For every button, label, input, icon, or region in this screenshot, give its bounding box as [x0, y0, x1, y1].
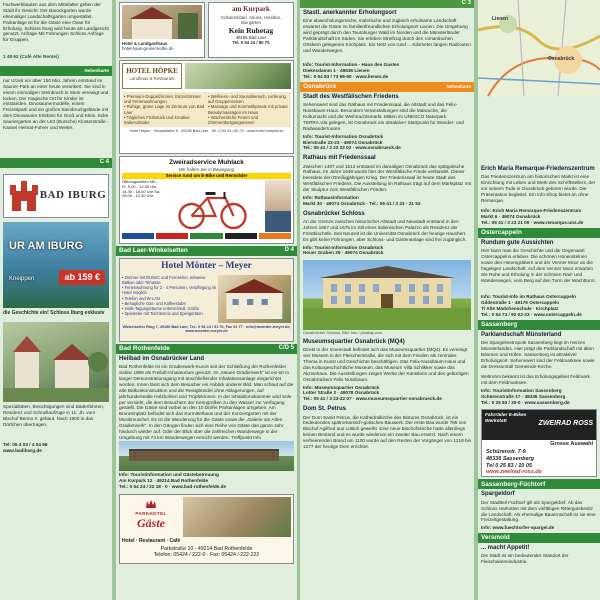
section-bar-sassenberg	[478, 320, 600, 330]
gaste-addr: Parkstraße 10 · 49214 Bad Rothenfelde	[160, 546, 253, 553]
ostercappeln-extra: Tl Alte Mädchenschule · Kirchplatz Tel.: 0 54 73 / 92 02-23 · www.ostercappeln.de	[481, 306, 582, 317]
ostercappeln-info: Info: Tourist-Info im Rathaus Ostercappeln Gildestraße 1 · 49179 Ostercappeln	[481, 294, 576, 306]
ad-left-sub[interactable]: hotel-haus-gruner-kolbe.de	[122, 46, 174, 52]
brand-logos	[122, 233, 291, 239]
gaste-photo	[183, 497, 291, 537]
stadt-text: Sehenswert sind das Rathaus mit Friedenssaal, die Altstadt und das Felix-Nussbaum-Haus. Besonders Veranstaltungen sind die Maiwoche, die Kulturnacht und der Weihnachtsmarkt. Mitten im UNESCO Naturpark TERRA.vita gelegen, ist Osnabrück ein attraktiver Startpunkt für Wander- und Radwandertouren.	[303, 102, 464, 131]
ad-right-addr: 49186 Bad Laer	[235, 35, 267, 41]
ross-web[interactable]: www.zweirad-ross.de	[486, 469, 542, 476]
rothenfelde-photo	[119, 441, 294, 471]
fuechtorf-info: Info: www.fuechtorfer-spargel.de	[481, 525, 555, 531]
saurier-text: nur Urzeit vor über 150 Mio. Jahren entstand im Saurier-Park an einer heute verankert. Sie sind in einem einmaligen Steinbruch in Stein verewigt und locken. Der magische Ort für Kinder ist entstanden. Dinosauriermodelle, einem Freizeitpark und ein großes Steinbruchgelände mit dem Dinosaurier Erlebnis für Groß und Klein. Ecke Sauriergarten an der L83 (Bursche) Klosterstraße - Kassel Heimat-Fuhrer und Weiter.	[3, 77, 109, 130]
column-second	[116, 0, 297, 600]
bottom-text: Spezialitäten, Besichtigungen sind Bäderfahrten, Residenz und Schnellaufzüge in 11. Jh. vom Bischof Benno II. gebaut. Nach 1900 in das Dörfchen übertragen.	[3, 404, 105, 427]
gaste-logo	[122, 497, 180, 537]
ad-left-title: Hotel & Landgasthaus	[122, 41, 168, 46]
gaste-tel: Telefon: 05424 / 222-0 · Fax: 05424 / 222-222	[153, 552, 260, 559]
gaste-pre: PARKHOTEL	[135, 511, 167, 517]
hoepke-right-list: • Wellness- und Saunabereich, Lieferung auf Gruppenreisen • Massage und Kosmetikpraxis mit private Beautymassagen im Haus • Wöchentliche Feiern und Zimmerübergangsessen	[208, 94, 288, 126]
heading-heilbad: Heilbad im Osnabrücker Land	[119, 356, 205, 362]
versmold-text: Die Stadt ist ein bedeutender Standort der Fleischwarenindustrie.	[481, 553, 569, 565]
ad-kurpark	[208, 2, 294, 58]
ross-brand: ZWEIRAD ROSS	[538, 420, 593, 428]
ross-addr: Schürenstr. 7-9	[486, 449, 526, 456]
moenter-photo	[218, 275, 291, 323]
logo-text: BAD IBURG	[39, 189, 107, 202]
heading-spargeldorf: Spargeldorf	[481, 491, 515, 498]
moenter-title: Hotel Mönter – Meyer	[161, 261, 252, 271]
ross-tagline: Grosse Auswahl	[550, 441, 593, 448]
museum-text: Direkt in der Innenstadt befindet sich das Museumsquartier (MQ4). Es vereinigt vier Museen in der Fleischerstraße, die sich mit dem Frieden als zentrales Thema in Kunst und Geschichte beschäftigen. Das Felix-Nussbaum-Haus und das Kulturgeschichtliche Museum, das Museum Villa Schlikker sowie das Akzisehaus. Die Ausstellungen zeigen Werke der Künstlerin und des gebürtigen Osnabrückers Felix Nussbaum.	[303, 347, 469, 382]
sassenberg-info: Info: Touristinformation Sassenberg Schürenstraße 17 · 48336 Sassenberg Tel.: 0 25 83 / 30-0 · www.sassenberg.de	[481, 387, 570, 405]
ad-zweiradservice	[119, 156, 294, 244]
zweirad-hours: Öffnungszeiten Mo.-Fr. 9.00 - 12.30 Uhr 14.30 - 18.00 Uhr Sa. 09.00 - 12.30 Uhr	[122, 178, 161, 199]
bar-title: Ostercappeln	[481, 229, 522, 237]
hoepke-sub: Landhaus & Restaurant	[129, 75, 175, 81]
zweirad-sub: Wir halten Sie in Bewegung	[178, 166, 235, 172]
section-bar-lienen	[300, 0, 474, 8]
hoepke-left-list: • Premium-Doppelzimmer, Einzelzimmer und Ferienwohnungen • Ruhige, grüne Lage im Zentrum von Bad Laer • Tägliches Frühstück und kreative Italienurlaube	[124, 94, 205, 126]
hoepke-footer: Hotel Höpke · Hauptstraße 9 · 49196 Bad Laer · Tel. 0 54 24 / 80 70 · www.hotel-hoepke.de	[129, 129, 284, 134]
rothenfelde-text: Bad Rothenfelde ist ein Gradierwerk-Kurort seit der Schließung der Rothenfelder Saline 1959 als Freiluft-Inhalatorium genutzt. Im „Neuen Gradierwerk" ist ein 60 m langer Demonstrationsgang mit anschließender Inhalationsanlage eingerichtet worden. Innen lässt sich dem Besucher ein Anblick anderer Bild. Man schaut auf die alte Balkonkonstruktion und die Reisigbündel ohne Ablagerungen, auf jahrhundertealte Holzbohlen und Tröpfelrinnen. In der Inhalationskammer wird Sole per versieht, die dem Besuchern der Kenngrößen zu den Wasser zur Verfügung gestellt. Die Gäste sind vorbei an den 10 Dörfer Parkanlagen umgeben. Am Brunnenplatz befindet sich das Kurmittelhaus und der Konzertgarten mit der Musikmuschel. Es ist die Wanderung für die Gäste sowie die „Galerie am Alten Gradierwerk". In den Gängen finden sich eine Reihe von Gäste das ganze Jahr hindurch wieder auf. Oder der Blick über die zahlreichen Wanderwege in der Umgebung mit 73 km Wanderwegen erreicht werden. Treffpunkt Info	[119, 364, 294, 440]
sassenberg-text-b: Weltruhm bekannt ist das Erholungsgebiet Feldmark mit dem Feldmarksee.	[481, 374, 590, 385]
moenter-footer: Winkelsetter Ring 7, 49196 Bad Laer, Tel.: 0 54 24 / 91 76, Fax 91 77 · info@moenter-meyer.de, www.moenter-meyer.de	[122, 324, 291, 334]
zweirad-service: Service rund um E-Bike und Rennräder	[122, 173, 291, 178]
rathaus-info: Info: Rathausinformation Markt 30 · 49074 Osnabrück · Tel.: 05 41 / 3 23 - 21 52	[303, 194, 421, 206]
sassenberg-text: Die Spargelmetropole Sassenberg liegt im Herzen Münsterlandes. Hier prägt die Parklandschaft mit alten Bäumen und Höfen. Sassenberg ist attraktiver Erholungsort. Sehenswert sind der Feldmarksee sowie die Dressurstall Gemeinde-Kirche.	[481, 340, 595, 369]
heading-appetit: ... macht Appetit!	[481, 545, 530, 552]
ross-city: 48336 Sassenberg	[486, 455, 535, 462]
ad-right-title: am Kurpark	[232, 5, 270, 13]
moenter-items: • Zimmer mit DU/WC und Fernseher, teilweise Balkon oder Terrasse • Ferienwohnung für 2 - 4 Personen, Verpflegung im Hotel möglich • Telefon und W-LAN • Behagliche Gas- und Kaffeestube • Halle Tagungsräume unterschiedl. Größe • Spielecke mit Tischtennis und Spielgeräten	[122, 274, 217, 317]
section-bar-c4	[0, 158, 112, 168]
ad-right-lines: Schwimmbad, Sauna, Hotelbar, Biergarten	[220, 14, 282, 25]
section-bar-winkelsetten	[116, 246, 297, 256]
map-illustration	[478, 0, 600, 96]
heading-museum: Museumsquartier Osnabrück (MQ4)	[303, 339, 405, 346]
photo-caption: Osnabrücker Schloss, Bild: foto / pixabay.com	[303, 330, 383, 336]
e-bike-image	[164, 180, 263, 232]
promo-box	[3, 222, 109, 308]
hoepke-photo	[185, 63, 291, 89]
promo-title: UR AM IBURG	[9, 239, 84, 252]
map-label-lienen: Lienen	[492, 16, 509, 22]
bar-label: Nebenkarte	[84, 68, 109, 74]
bar-title: Sassenberg-Füchtorf	[481, 480, 546, 488]
bar-title: Bad Laer-Winkelsetten	[119, 247, 188, 255]
dom-text: Der Dom Sankt Petrus, die Kathedralkirche des Bistums Osnabrück, ist ein bedeutendes spätromanisch-gotisches Bauwerk. Der erste Bau wurde 785 von Bischof Agilfred aus Lüttich geweiht. Eine neue Bischofskirche hatte allerdings keinen Bestand und es wurde wiederum ein zweiter Bau ersetzt. Nach einem verheerenden Brand um 1100 wurde auf den Resten der Vorgänger von 1218 bis 1277 der heutige Dom errichtet.	[303, 414, 471, 449]
zweirad-title: Zweiradservice Muhlack	[169, 159, 244, 166]
hoepke-logo-box	[122, 63, 182, 89]
heading-stadt-friedens: Stadt des Westfälischen Friedens	[303, 93, 399, 100]
column-third	[300, 0, 474, 600]
bottom-web[interactable]: www.badiburg.de	[3, 448, 42, 453]
lienen-info: Info: Tourist-Information - Haus des Gastes Diekesdamm 1 · 49536 Lienen Tel.: 0 54 83 / 73 96-50 · www.lienen.de	[303, 62, 400, 80]
promo-caption: die Geschichte ein! Schloss Iburg exklusiv	[3, 309, 105, 316]
schloss-illustration	[303, 260, 471, 330]
owner-photo	[265, 180, 291, 232]
bottom-phone: Tel: 05 4 03 / 4 04 66	[3, 442, 48, 448]
ad-row-top	[119, 2, 294, 58]
stadt-info: Info: Tourist-Information Osnabrück Bierstraße 22-23 · 49074 Osnabrück Tel.: 05 41 / 3 23 22 02 · www.osnabrueck.de	[303, 133, 401, 151]
heading-dom: Dom St. Petrus	[303, 406, 347, 413]
schloss-text: An der Grenze zwischen historischer Altstadt und Neustadt entstand in den Jahren 1667 und 1675 im Stil eines italienischen Palazzo als Residenz der Fürstbischöfe. Seit Neuzeit ist die Universität Osnabrück der heutige Hausherr. Es gibt keine Führungen, aber Schloss- und Gartenanlage sind frei zugänglich.	[303, 219, 467, 242]
castle-icon	[8, 179, 40, 213]
section-bar-osnabrueck	[300, 82, 474, 92]
landscape-illustration	[3, 322, 109, 402]
section-bar-fuechtorf	[478, 479, 600, 489]
heading-erholungsort: Stastl. anerkannter Erholungsort	[303, 10, 397, 16]
ad-photo	[122, 5, 202, 39]
bad-iburg-logo	[3, 174, 109, 218]
bar-title: Bad Rothenfelde	[119, 345, 170, 353]
bar-title: Sassenberg	[481, 320, 518, 328]
bar-title: Osnabrück	[303, 83, 337, 91]
heading-rathaus: Rathaus mit Friedenssaal	[303, 155, 376, 162]
heading-parklandschaft: Parklandschaft Münsterland	[481, 331, 562, 338]
remarque-info: Info: Erich Maria Remarque-Friedenszentrum Markt 6 · 49074 Osnabrück Tel.: 05 41 / 3 23 21 09 · www.remarque.uos.de	[481, 208, 584, 226]
ad-hotel-moenter	[119, 258, 294, 342]
column-right	[478, 0, 600, 600]
bar-code: D 4	[284, 247, 294, 254]
ad-hotel-hoepke	[119, 60, 294, 154]
rathaus-text: Zwischen 1487 und 1512 entstand im damaligen Osnabrück das spätgotische Rathaus. Im Jahre 1648 wurde hier der Westfälische Friede verkündet. Dieser beendete den Dreißigjährigen Krieg. Der Friedenssaal ist heute Stadt des Westfälischen Friedens. Die Ausstellung im Rathaus trägt auf dem Marktplatz mit der Skulptur zum Westfälischen Frieden.	[303, 163, 471, 193]
fuechtorf-text: Der Stadtteil Füchtorf gilt als Spargeldorf. Ab das Schloss Harkotten mit dem viefältigen Rittergutsbesitz die Landschaft. Als ehemalige Bauernschaft ist sie eine Freizeitgestaltung.	[481, 499, 596, 523]
rothenfelde-info: Info: Touristinformation und Gästebetreuung Am Kurpark 12 · 49214 Bad Rothenfelde Tel.: 0 54 24 / 22 18 - 0 · www.bad-rothenfelde.de	[119, 472, 227, 490]
hotel-illustration	[218, 275, 291, 323]
map-label-osnabrueck: Osnabrück	[548, 56, 575, 62]
ostercappeln-text: Hier kann man die Geschichte und die Gegenwart Ostercappelns erleben. Die schönen Hünenstelnen sowie den Hünengräbern und der Venner Moor an die hügeligen Landschaft. Auf dem Venner Moor erwarten Sie Ruhe und Erholung in der schönen Rad- und Wanderwegen, vom Berg auf den Turm der Wachtturm.	[481, 248, 596, 283]
crown-icon	[145, 499, 157, 509]
bar-code: C 4	[99, 159, 109, 166]
bar-title: Versmold	[481, 534, 510, 542]
schloss-info: Info: Tourist-Information Osnabrück Neuer Graben 29 · 49074 Osnabrück	[303, 244, 384, 256]
bike-icon	[164, 180, 263, 232]
ad-right-tel: Tel. 0 54 24 / 80 70	[232, 40, 270, 46]
house-illustration	[122, 5, 202, 39]
map-snippet[interactable]	[478, 0, 600, 96]
section-bar-ostercappeln	[478, 228, 600, 238]
section-bar	[0, 66, 112, 76]
ad-right-name: Kein Ruhetag	[228, 26, 274, 35]
hoepke-title: HOTEL HÖPKE	[126, 67, 178, 75]
column-left	[0, 0, 112, 600]
museum-info: Info: Museumsquartier Osnabrück Lotter Straße 2 · 49078 Osnabrück Tel.: 05 41 / 3 23-22 07 · www.museumsquartier-osnabrueck.de	[303, 384, 442, 402]
ross-tel: Tel 0 25 83 / 10 05	[486, 462, 532, 469]
price-line: 1 48 62 (Café Alte Rentei)	[3, 54, 59, 59]
top-text: Fachwerkbauten aus dem Mittelalter geben der Stadt ihr Gesicht. Der Barockgarten wurde ehemaliger Landschaftsgarten umgestaltet. Parkanlage ist für die Gäste eine Oase für Erholung. Schloss Iburg wird heute als Landgericht genutzt. Anfrage Mit Führungen Schloss Anfrage für Gruppen.	[3, 2, 109, 43]
lienen-text: Eine abwechslungsreiche, malerische und zugleich erholsame Landschaft erwartet die Gäste im familienfreundlichen Erholungsort Lienen. Die Umgebung wird geprägt durch den Teutoburger Wald im Norden und die Münsterländer Parklandschaft im Süden. Sie erleben Streifzug durch den romantischen Ortskern gelegenen Kirchplatz. Ein Netz von rund ... Kilometer langen Radrouten und Wanderwegen.	[303, 18, 471, 53]
gaste-name: Gäste	[137, 515, 165, 530]
gaste-sub: Hotel · Restaurant · Café	[122, 537, 181, 544]
ad-parkhotel-gaste	[119, 494, 294, 564]
ad-zweirad-ross	[481, 409, 597, 477]
remarque-text: Das Friedenszentrum am historischen Markt ist eine Einrichtung mit Leben und Werk des Schriftstellers, der vor seinem Tode in Osnabrück geboren wurde. Die Präsentation begleitet. Ein Info-Shop bietet an ohne Remarque.	[481, 174, 596, 203]
heading-remarque: Erich Maria Remarque-Friedenszentrum	[481, 166, 595, 172]
schloss-photo	[303, 260, 471, 330]
gradierwerk-illustration	[119, 441, 294, 471]
heading-schloss: Osnabrücker Schloss	[303, 210, 365, 217]
heading-aussichten: Rundum gute Aussichten	[481, 239, 554, 246]
bar-code: C 3	[461, 0, 471, 7]
bar-label: Nebenkarte	[446, 84, 471, 90]
section-bar-rothenfelde	[116, 344, 297, 354]
bar-code: C/D 5	[278, 345, 294, 352]
ross-title: Fahrräder E-Bikes Werkstatt	[485, 413, 527, 425]
ad-landgasthaus	[119, 2, 205, 58]
section-bar-versmold	[478, 533, 600, 543]
bottom-photo	[3, 322, 109, 402]
promo-price-badge: ab 159 €	[59, 270, 105, 285]
promo-sub: Kneippen	[9, 275, 35, 282]
